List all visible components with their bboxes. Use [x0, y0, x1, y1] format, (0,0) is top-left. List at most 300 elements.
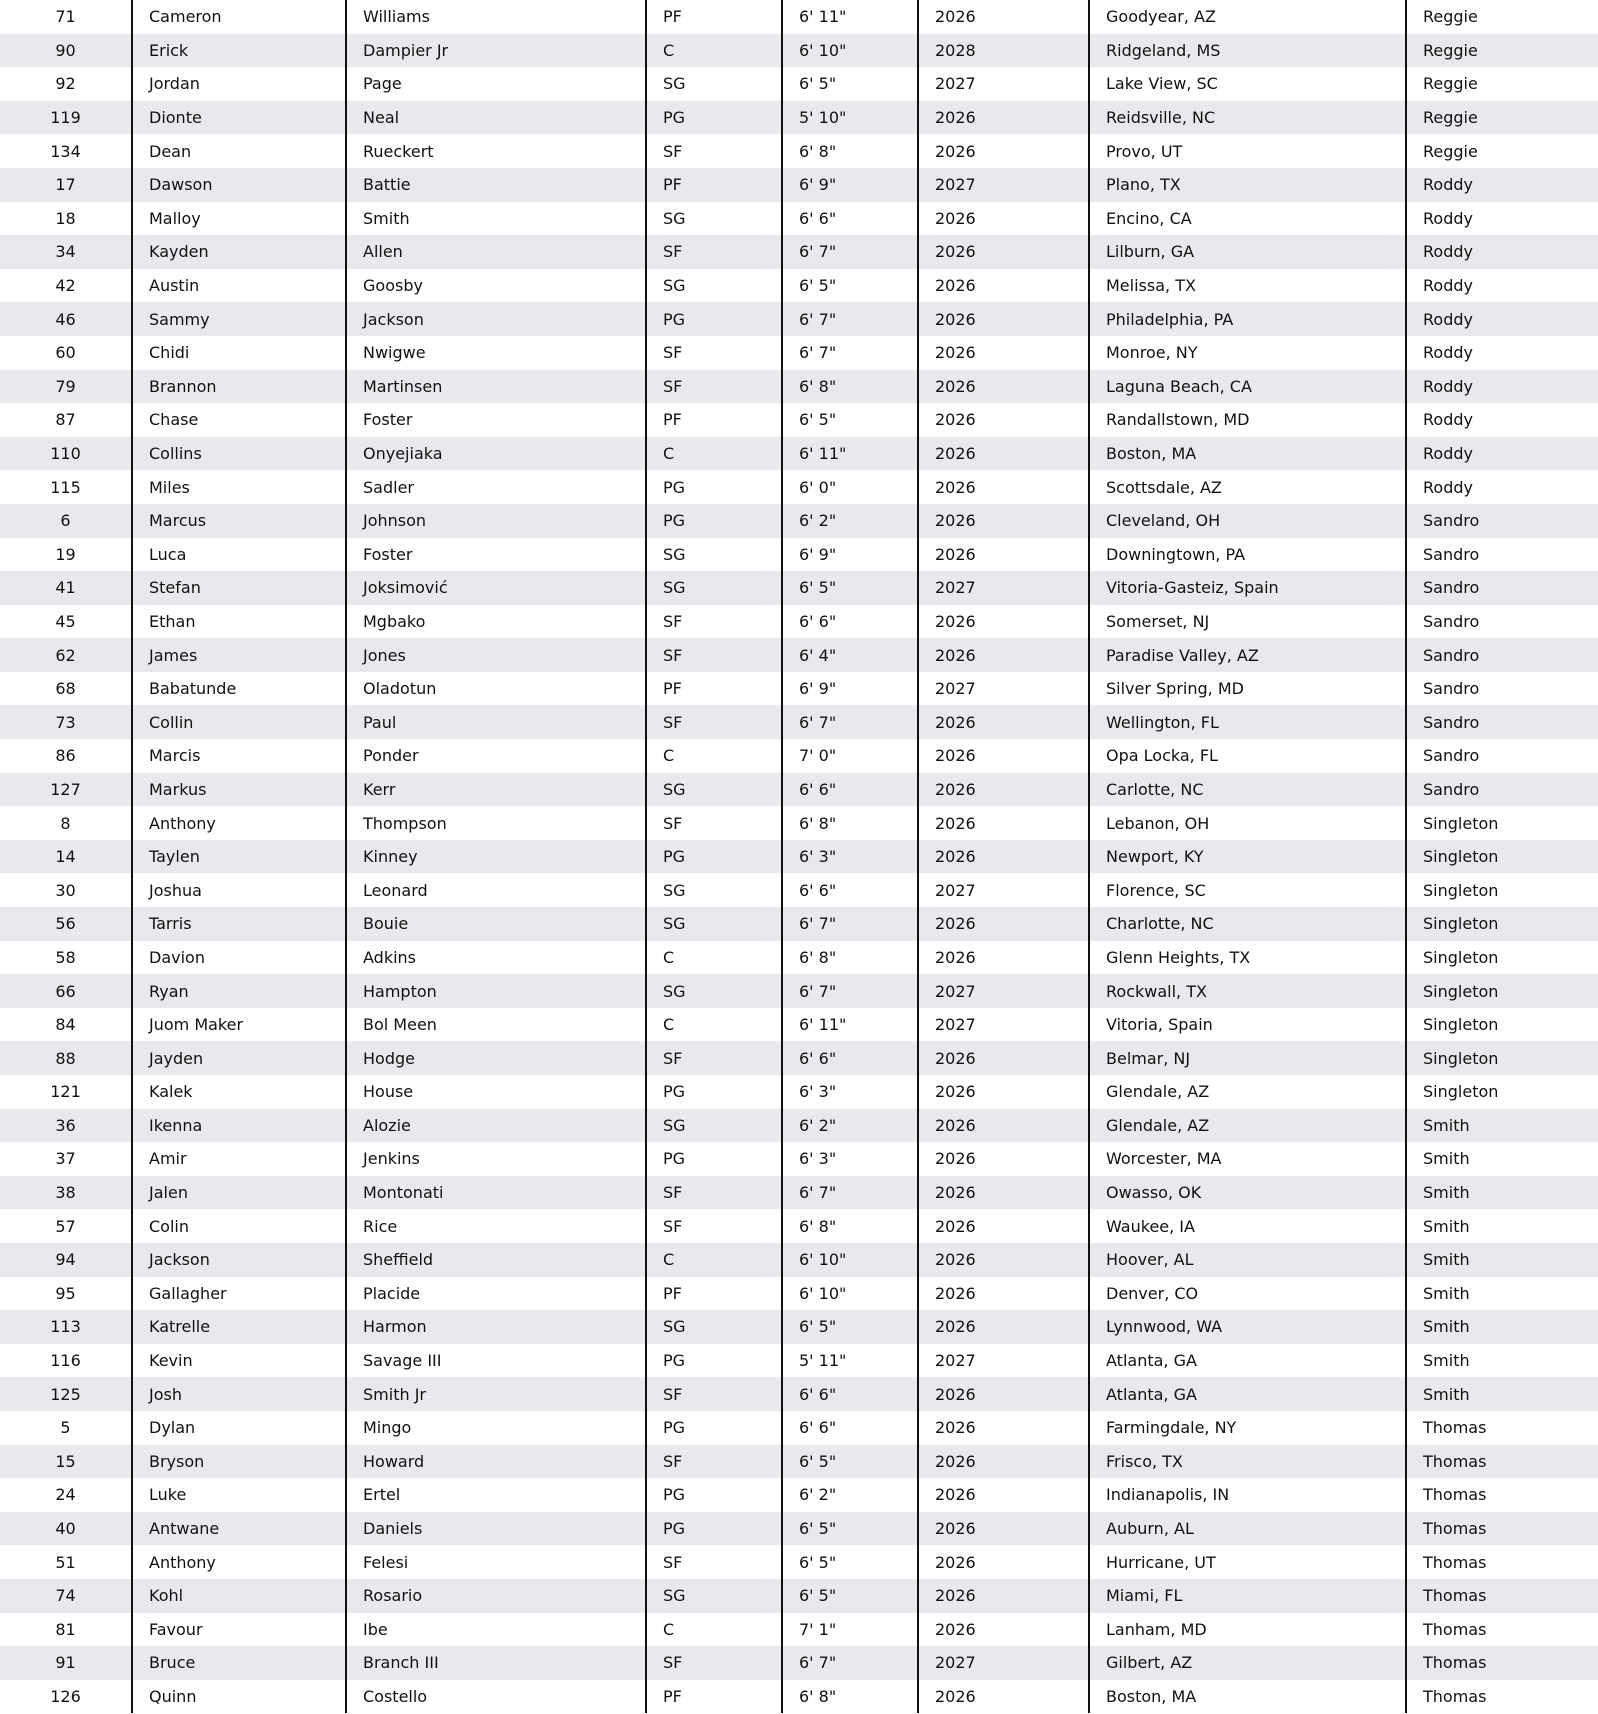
cell-last-name: Williams [346, 0, 646, 34]
cell-number: 88 [0, 1041, 132, 1075]
cell-first-name: Colin [132, 1209, 346, 1243]
cell-class: 2026 [918, 806, 1089, 840]
cell-class: 2027 [918, 1008, 1089, 1042]
cell-last-name: Paul [346, 705, 646, 739]
cell-last-name: Kerr [346, 773, 646, 807]
table-row [0, 235, 1598, 269]
cell-last-name: Dampier Jr [346, 34, 646, 68]
cell-number: 125 [0, 1377, 132, 1411]
cell-coach: Roddy [1406, 168, 1598, 202]
cell-coach: Thomas [1406, 1545, 1598, 1579]
cell-number: 15 [0, 1445, 132, 1479]
cell-hometown: Worcester, MA [1089, 1142, 1406, 1176]
cell-class: 2026 [918, 101, 1089, 135]
cell-first-name: Sammy [132, 302, 346, 336]
cell-last-name: Foster [346, 538, 646, 572]
cell-coach: Sandro [1406, 571, 1598, 605]
table-row [0, 705, 1598, 739]
cell-coach: Thomas [1406, 1680, 1598, 1714]
cell-class: 2026 [918, 739, 1089, 773]
table-row [0, 1142, 1598, 1176]
cell-number: 40 [0, 1512, 132, 1546]
cell-height: 6' 7" [782, 235, 918, 269]
cell-height: 6' 11" [782, 1008, 918, 1042]
cell-position: C [646, 1243, 782, 1277]
cell-class: 2026 [918, 538, 1089, 572]
cell-coach: Sandro [1406, 504, 1598, 538]
cell-first-name: Kalek [132, 1075, 346, 1109]
cell-number: 8 [0, 806, 132, 840]
cell-coach: Thomas [1406, 1445, 1598, 1479]
cell-number: 81 [0, 1613, 132, 1647]
cell-position: SG [646, 1579, 782, 1613]
cell-hometown: Cleveland, OH [1089, 504, 1406, 538]
cell-first-name: James [132, 638, 346, 672]
cell-hometown: Atlanta, GA [1089, 1377, 1406, 1411]
cell-coach: Smith [1406, 1277, 1598, 1311]
cell-coach: Roddy [1406, 336, 1598, 370]
cell-position: SG [646, 974, 782, 1008]
cell-last-name: Costello [346, 1680, 646, 1714]
cell-last-name: Bol Meen [346, 1008, 646, 1042]
table-row [0, 504, 1598, 538]
table-row [0, 1680, 1598, 1714]
table-row [0, 302, 1598, 336]
cell-hometown: Somerset, NJ [1089, 605, 1406, 639]
cell-first-name: Anthony [132, 1545, 346, 1579]
cell-height: 6' 4" [782, 638, 918, 672]
cell-coach: Smith [1406, 1209, 1598, 1243]
cell-coach: Singleton [1406, 1041, 1598, 1075]
cell-first-name: Katrelle [132, 1310, 346, 1344]
table-row [0, 1545, 1598, 1579]
cell-coach: Sandro [1406, 773, 1598, 807]
cell-hometown: Carlotte, NC [1089, 773, 1406, 807]
cell-coach: Sandro [1406, 638, 1598, 672]
cell-first-name: Dawson [132, 168, 346, 202]
cell-height: 6' 9" [782, 538, 918, 572]
cell-hometown: Opa Locka, FL [1089, 739, 1406, 773]
cell-hometown: Lilburn, GA [1089, 235, 1406, 269]
cell-height: 6' 8" [782, 941, 918, 975]
cell-position: PF [646, 1680, 782, 1714]
cell-class: 2027 [918, 873, 1089, 907]
cell-position: C [646, 941, 782, 975]
cell-height: 6' 9" [782, 672, 918, 706]
cell-number: 57 [0, 1209, 132, 1243]
cell-first-name: Luca [132, 538, 346, 572]
cell-first-name: Markus [132, 773, 346, 807]
cell-hometown: Denver, CO [1089, 1277, 1406, 1311]
cell-height: 6' 11" [782, 0, 918, 34]
cell-number: 90 [0, 34, 132, 68]
cell-position: SG [646, 202, 782, 236]
cell-coach: Roddy [1406, 269, 1598, 303]
cell-last-name: Battie [346, 168, 646, 202]
cell-height: 6' 2" [782, 1109, 918, 1143]
table-row [0, 437, 1598, 471]
cell-last-name: Page [346, 67, 646, 101]
cell-coach: Thomas [1406, 1646, 1598, 1680]
cell-class: 2026 [918, 1041, 1089, 1075]
cell-class: 2026 [918, 1075, 1089, 1109]
cell-last-name: Neal [346, 101, 646, 135]
cell-hometown: Auburn, AL [1089, 1512, 1406, 1546]
cell-hometown: Ridgeland, MS [1089, 34, 1406, 68]
cell-coach: Roddy [1406, 437, 1598, 471]
cell-position: SG [646, 67, 782, 101]
table-row [0, 370, 1598, 404]
cell-height: 6' 5" [782, 1579, 918, 1613]
cell-last-name: Alozie [346, 1109, 646, 1143]
cell-position: SF [646, 1646, 782, 1680]
cell-class: 2026 [918, 370, 1089, 404]
cell-hometown: Atlanta, GA [1089, 1344, 1406, 1378]
cell-position: PG [646, 504, 782, 538]
cell-number: 36 [0, 1109, 132, 1143]
cell-last-name: Nwigwe [346, 336, 646, 370]
cell-class: 2026 [918, 1512, 1089, 1546]
cell-position: PG [646, 470, 782, 504]
cell-hometown: Farmingdale, NY [1089, 1411, 1406, 1445]
cell-hometown: Downingtown, PA [1089, 538, 1406, 572]
cell-position: SF [646, 705, 782, 739]
cell-coach: Reggie [1406, 101, 1598, 135]
cell-coach: Roddy [1406, 235, 1598, 269]
cell-class: 2026 [918, 134, 1089, 168]
cell-last-name: Leonard [346, 873, 646, 907]
table-row [0, 974, 1598, 1008]
cell-height: 6' 5" [782, 1445, 918, 1479]
cell-height: 6' 5" [782, 67, 918, 101]
cell-height: 6' 8" [782, 1680, 918, 1714]
cell-height: 6' 6" [782, 1041, 918, 1075]
cell-hometown: Owasso, OK [1089, 1176, 1406, 1210]
cell-hometown: Hoover, AL [1089, 1243, 1406, 1277]
cell-coach: Reggie [1406, 67, 1598, 101]
cell-position: SF [646, 1176, 782, 1210]
cell-first-name: Kayden [132, 235, 346, 269]
cell-position: C [646, 34, 782, 68]
table-row [0, 470, 1598, 504]
cell-position: PG [646, 1478, 782, 1512]
cell-coach: Smith [1406, 1243, 1598, 1277]
cell-number: 92 [0, 67, 132, 101]
cell-first-name: Collin [132, 705, 346, 739]
cell-position: C [646, 739, 782, 773]
cell-number: 6 [0, 504, 132, 538]
cell-hometown: Newport, KY [1089, 840, 1406, 874]
cell-last-name: Rosario [346, 1579, 646, 1613]
cell-hometown: Lynnwood, WA [1089, 1310, 1406, 1344]
cell-first-name: Ethan [132, 605, 346, 639]
cell-class: 2027 [918, 1344, 1089, 1378]
cell-first-name: Joshua [132, 873, 346, 907]
cell-first-name: Quinn [132, 1680, 346, 1714]
table-row [0, 134, 1598, 168]
cell-position: SF [646, 806, 782, 840]
cell-class: 2026 [918, 1209, 1089, 1243]
cell-number: 18 [0, 202, 132, 236]
cell-first-name: Miles [132, 470, 346, 504]
cell-number: 126 [0, 1680, 132, 1714]
cell-coach: Roddy [1406, 370, 1598, 404]
cell-number: 24 [0, 1478, 132, 1512]
cell-height: 6' 7" [782, 336, 918, 370]
cell-hometown: Frisco, TX [1089, 1445, 1406, 1479]
cell-last-name: Thompson [346, 806, 646, 840]
cell-class: 2026 [918, 504, 1089, 538]
cell-class: 2027 [918, 67, 1089, 101]
table-row [0, 941, 1598, 975]
cell-first-name: Brannon [132, 370, 346, 404]
cell-height: 6' 10" [782, 1277, 918, 1311]
table-row [0, 873, 1598, 907]
cell-number: 116 [0, 1344, 132, 1378]
cell-last-name: Jackson [346, 302, 646, 336]
cell-number: 66 [0, 974, 132, 1008]
cell-number: 14 [0, 840, 132, 874]
table-row [0, 1646, 1598, 1680]
cell-last-name: Placide [346, 1277, 646, 1311]
cell-hometown: Laguna Beach, CA [1089, 370, 1406, 404]
cell-last-name: Ibe [346, 1613, 646, 1647]
cell-coach: Roddy [1406, 470, 1598, 504]
cell-position: SF [646, 1209, 782, 1243]
cell-position: PG [646, 302, 782, 336]
cell-class: 2026 [918, 336, 1089, 370]
cell-position: SF [646, 1545, 782, 1579]
cell-position: SF [646, 134, 782, 168]
cell-number: 71 [0, 0, 132, 34]
cell-class: 2026 [918, 1579, 1089, 1613]
cell-hometown: Rockwall, TX [1089, 974, 1406, 1008]
cell-height: 6' 7" [782, 1176, 918, 1210]
cell-height: 6' 6" [782, 1411, 918, 1445]
cell-height: 5' 10" [782, 101, 918, 135]
cell-hometown: Goodyear, AZ [1089, 0, 1406, 34]
cell-position: SF [646, 336, 782, 370]
cell-first-name: Juom Maker [132, 1008, 346, 1042]
cell-coach: Smith [1406, 1310, 1598, 1344]
table-row [0, 1344, 1598, 1378]
cell-coach: Smith [1406, 1109, 1598, 1143]
cell-class: 2026 [918, 1445, 1089, 1479]
cell-first-name: Tarris [132, 907, 346, 941]
cell-last-name: Bouie [346, 907, 646, 941]
cell-number: 95 [0, 1277, 132, 1311]
cell-class: 2026 [918, 1411, 1089, 1445]
cell-number: 87 [0, 403, 132, 437]
table-row [0, 1478, 1598, 1512]
table-row [0, 1041, 1598, 1075]
cell-height: 6' 8" [782, 806, 918, 840]
cell-number: 84 [0, 1008, 132, 1042]
cell-last-name: Foster [346, 403, 646, 437]
cell-number: 86 [0, 739, 132, 773]
cell-coach: Thomas [1406, 1613, 1598, 1647]
table-row [0, 1445, 1598, 1479]
cell-last-name: Jenkins [346, 1142, 646, 1176]
cell-last-name: Branch III [346, 1646, 646, 1680]
cell-height: 6' 6" [782, 605, 918, 639]
cell-number: 94 [0, 1243, 132, 1277]
cell-position: SG [646, 269, 782, 303]
cell-number: 74 [0, 1579, 132, 1613]
table-row [0, 907, 1598, 941]
table-row [0, 1176, 1598, 1210]
cell-position: C [646, 1613, 782, 1647]
cell-class: 2026 [918, 235, 1089, 269]
cell-last-name: Sheffield [346, 1243, 646, 1277]
cell-position: PG [646, 1411, 782, 1445]
cell-last-name: Oladotun [346, 672, 646, 706]
table-row [0, 0, 1598, 34]
cell-number: 68 [0, 672, 132, 706]
cell-position: SG [646, 538, 782, 572]
cell-coach: Roddy [1406, 202, 1598, 236]
cell-position: SG [646, 907, 782, 941]
cell-last-name: Hodge [346, 1041, 646, 1075]
table-row [0, 403, 1598, 437]
cell-position: SF [646, 1377, 782, 1411]
cell-number: 115 [0, 470, 132, 504]
table-row [0, 605, 1598, 639]
cell-class: 2026 [918, 907, 1089, 941]
table-row [0, 202, 1598, 236]
cell-last-name: Goosby [346, 269, 646, 303]
cell-last-name: Martinsen [346, 370, 646, 404]
table-row [0, 739, 1598, 773]
cell-class: 2026 [918, 840, 1089, 874]
cell-first-name: Amir [132, 1142, 346, 1176]
cell-class: 2026 [918, 202, 1089, 236]
cell-last-name: Montonati [346, 1176, 646, 1210]
cell-first-name: Kevin [132, 1344, 346, 1378]
cell-position: PF [646, 0, 782, 34]
cell-hometown: Silver Spring, MD [1089, 672, 1406, 706]
cell-hometown: Vitoria-Gasteiz, Spain [1089, 571, 1406, 605]
cell-last-name: Joksimović [346, 571, 646, 605]
cell-hometown: Randallstown, MD [1089, 403, 1406, 437]
cell-hometown: Vitoria, Spain [1089, 1008, 1406, 1042]
cell-class: 2026 [918, 1176, 1089, 1210]
table-row [0, 1613, 1598, 1647]
cell-coach: Thomas [1406, 1579, 1598, 1613]
cell-height: 6' 3" [782, 1075, 918, 1109]
cell-class: 2026 [918, 773, 1089, 807]
cell-first-name: Dean [132, 134, 346, 168]
cell-first-name: Erick [132, 34, 346, 68]
cell-position: PG [646, 1075, 782, 1109]
cell-height: 6' 3" [782, 1142, 918, 1176]
cell-height: 6' 10" [782, 34, 918, 68]
cell-position: PG [646, 1142, 782, 1176]
cell-first-name: Kohl [132, 1579, 346, 1613]
table-row [0, 1310, 1598, 1344]
cell-first-name: Jayden [132, 1041, 346, 1075]
cell-number: 134 [0, 134, 132, 168]
cell-number: 91 [0, 1646, 132, 1680]
cell-class: 2026 [918, 437, 1089, 471]
cell-height: 7' 1" [782, 1613, 918, 1647]
cell-class: 2026 [918, 1243, 1089, 1277]
cell-position: SF [646, 1041, 782, 1075]
cell-last-name: Jones [346, 638, 646, 672]
cell-number: 51 [0, 1545, 132, 1579]
cell-last-name: Hampton [346, 974, 646, 1008]
cell-last-name: Howard [346, 1445, 646, 1479]
cell-class: 2028 [918, 34, 1089, 68]
table-row [0, 1579, 1598, 1613]
cell-position: SG [646, 571, 782, 605]
cell-number: 79 [0, 370, 132, 404]
cell-coach: Reggie [1406, 34, 1598, 68]
cell-coach: Thomas [1406, 1478, 1598, 1512]
cell-position: PG [646, 1512, 782, 1546]
cell-number: 121 [0, 1075, 132, 1109]
table-row [0, 1008, 1598, 1042]
cell-height: 6' 8" [782, 134, 918, 168]
cell-number: 62 [0, 638, 132, 672]
cell-class: 2026 [918, 302, 1089, 336]
cell-coach: Smith [1406, 1377, 1598, 1411]
cell-hometown: Indianapolis, IN [1089, 1478, 1406, 1512]
cell-height: 6' 6" [782, 1377, 918, 1411]
cell-height: 6' 7" [782, 974, 918, 1008]
cell-last-name: Rice [346, 1209, 646, 1243]
cell-first-name: Marcis [132, 739, 346, 773]
cell-position: C [646, 437, 782, 471]
cell-number: 119 [0, 101, 132, 135]
cell-hometown: Plano, TX [1089, 168, 1406, 202]
table-row [0, 538, 1598, 572]
cell-coach: Singleton [1406, 873, 1598, 907]
table-row [0, 672, 1598, 706]
table-row [0, 1109, 1598, 1143]
cell-last-name: Kinney [346, 840, 646, 874]
cell-hometown: Glendale, AZ [1089, 1109, 1406, 1143]
table-row [0, 773, 1598, 807]
table-row [0, 1243, 1598, 1277]
cell-position: PF [646, 1277, 782, 1311]
table-row [0, 840, 1598, 874]
cell-number: 17 [0, 168, 132, 202]
cell-height: 6' 2" [782, 504, 918, 538]
cell-first-name: Collins [132, 437, 346, 471]
cell-height: 7' 0" [782, 739, 918, 773]
cell-hometown: Charlotte, NC [1089, 907, 1406, 941]
cell-height: 6' 7" [782, 705, 918, 739]
cell-hometown: Belmar, NJ [1089, 1041, 1406, 1075]
cell-coach: Smith [1406, 1142, 1598, 1176]
cell-first-name: Jalen [132, 1176, 346, 1210]
cell-first-name: Dylan [132, 1411, 346, 1445]
cell-height: 6' 5" [782, 1545, 918, 1579]
cell-coach: Sandro [1406, 705, 1598, 739]
cell-first-name: Marcus [132, 504, 346, 538]
table-row [0, 1411, 1598, 1445]
cell-hometown: Glenn Heights, TX [1089, 941, 1406, 975]
cell-position: SF [646, 370, 782, 404]
cell-number: 60 [0, 336, 132, 370]
cell-number: 110 [0, 437, 132, 471]
cell-first-name: Dionte [132, 101, 346, 135]
cell-class: 2026 [918, 638, 1089, 672]
cell-first-name: Ryan [132, 974, 346, 1008]
cell-first-name: Babatunde [132, 672, 346, 706]
cell-hometown: Waukee, IA [1089, 1209, 1406, 1243]
